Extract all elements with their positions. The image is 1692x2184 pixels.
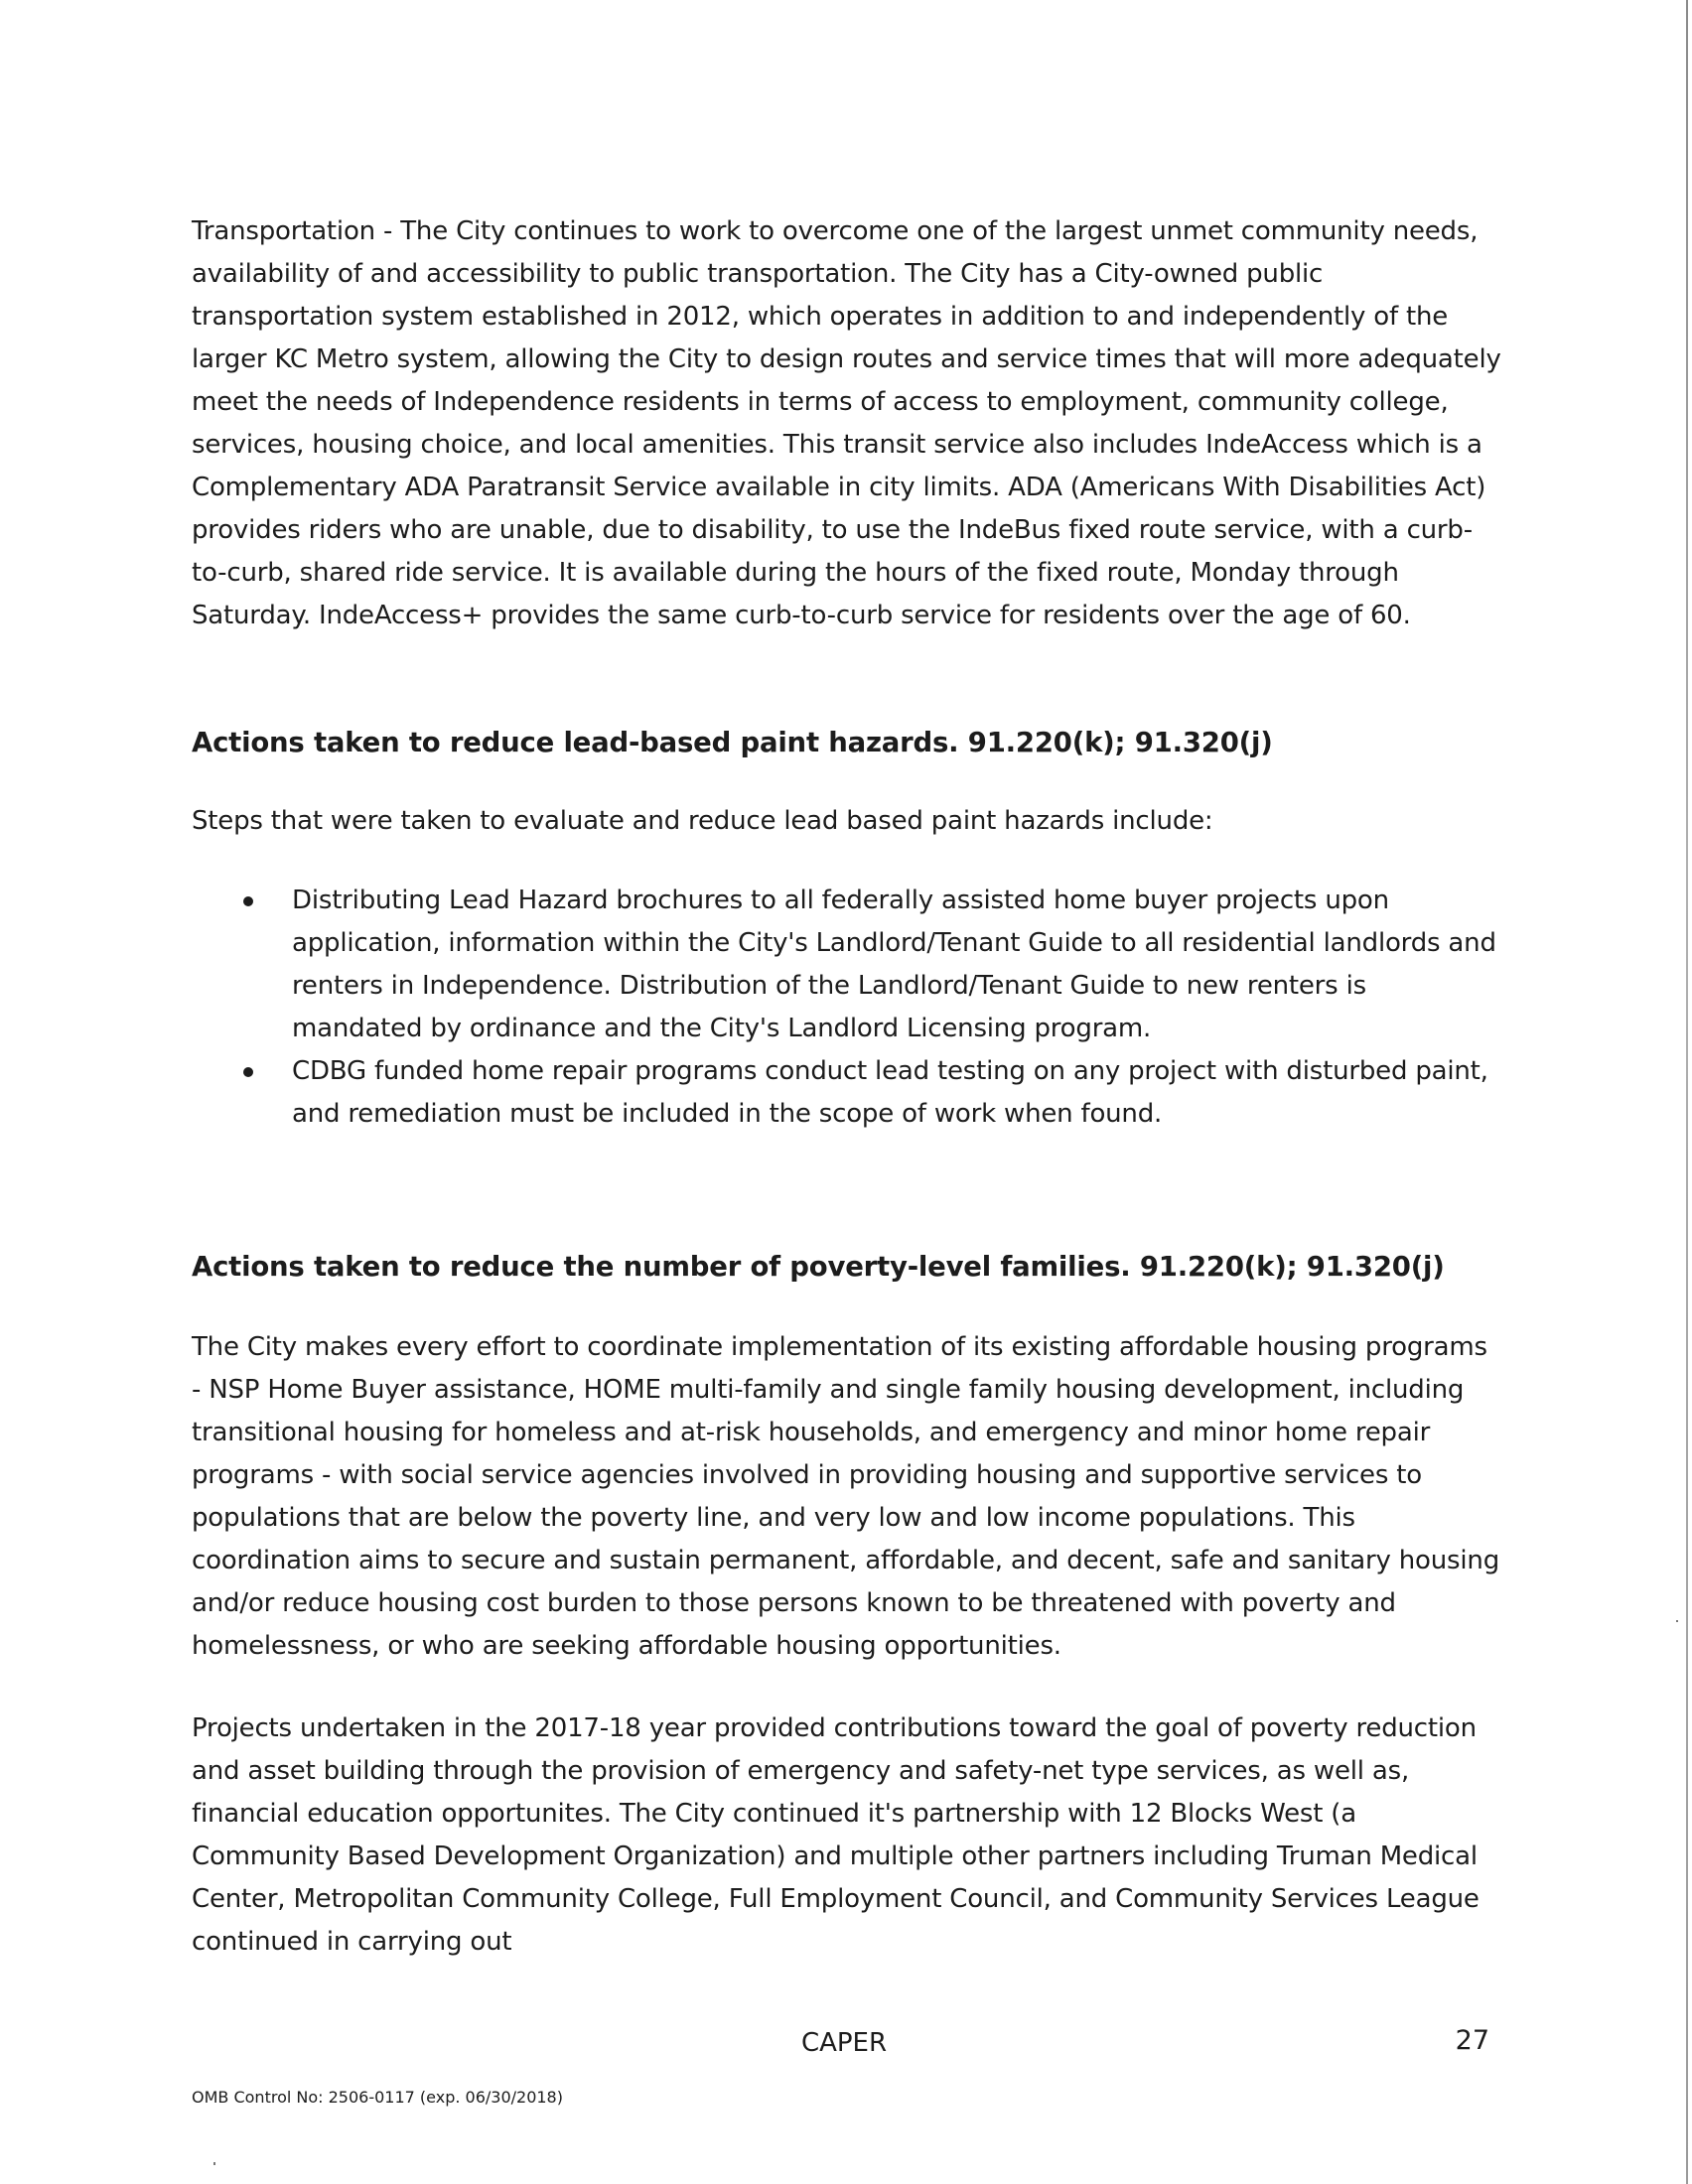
document-body — [192, 210, 1502, 1964]
poverty-paragraph-2: Projects undertaken in the 2017-18 year provided contributions toward the goal of poverty reduction and asset building through the provision of emergency and safety-net type services, as well as, financial education opportunites. The City continued it's partnership with 12 Blocks West (a Community Based Development Organization) and multiple other partners including Truman Medical Center, Metropolitan Community College, Full Employment Council, and Community Services League continued in carrying out — [192, 1713, 1480, 1957]
lead-section-intro: Steps that were taken to evaluate and reduce lead based paint hazards include: — [192, 806, 1213, 836]
transportation-paragraph: Transportation - The City continues to work to overcome one of the largest unmet community needs, availability of and accessibility to public transportation. The City has a City-owned public transportation system established in 2012, which operates in addition to and independently of the larger KC Metro system, allowing the City to design routes and service times that will more adequately meet the needs of Independence residents in terms of access to employment, community college, services, housing choice, and local amenities. This transit service also includes IndeAccess which is a Complementary ADA Paratransit Service available in city limits. ADA (Americans With Disabilities Act) provides riders who are unable, due to disability, to use the IndeBus fixed route service, with a curb-to-curb, shared ride service. It is available during the hours of the fixed route, Monday through Saturday. IndeAccess+ provides the same curb-to-curb service for residents over the age of 60. — [192, 216, 1501, 630]
list-item-text: Distributing Lead Hazard brochures to all federally assisted home buyer projects upon application, information within the City's Landlord/Tenant Guide to all residential landlords and renters in Independence. Distribution of the Landlord/Tenant Guide to new renters is mandated by ordinance and the City's Landlord Licensing program. — [292, 886, 1496, 1043]
lead-section-heading: Actions taken to reduce lead-based paint hazards. 91.220(k); 91.320(j) — [192, 727, 1273, 758]
omb-control-number: OMB Control No: 2506-0117 (exp. 06/30/2018) — [192, 2088, 563, 2107]
poverty-section-heading: Actions taken to reduce the number of poverty-level families. 91.220(k); 91.320(j) — [192, 1251, 1445, 1283]
scan-speck — [213, 2162, 215, 2165]
scan-speck — [1676, 1620, 1678, 1622]
lead-steps-list — [192, 880, 1502, 1136]
page-number: 27 — [1455, 2025, 1489, 2056]
footer-title: CAPER — [800, 2028, 888, 2058]
list-item-text: CDBG funded home repair programs conduct lead testing on any project with disturbed paint, and remediation must be included in the scope of work when found. — [292, 1056, 1488, 1129]
bullet-icon — [243, 1067, 253, 1077]
poverty-paragraph-1: The City makes every effort to coordinate implementation of its existing affordable housing programs - NSP Home Buyer assistance, HOME multi-family and single family housing development, including transitional housing for homeless and at-risk households, and emergency and minor home repair programs - with social service agencies involved in providing housing and supportive services to populations that are below the poverty line, and very low and low income populations. This coordination aims to secure and sustain permanent, affordable, and decent, safe and sanitary housing and/or reduce housing cost burden to those persons known to be threatened with poverty and homelessness, or who are seeking affordable housing opportunities. — [192, 1332, 1499, 1661]
page-edge — [1686, 0, 1688, 2184]
bullet-icon — [243, 896, 253, 906]
list-item — [192, 1050, 1502, 1136]
list-item — [192, 880, 1502, 1050]
